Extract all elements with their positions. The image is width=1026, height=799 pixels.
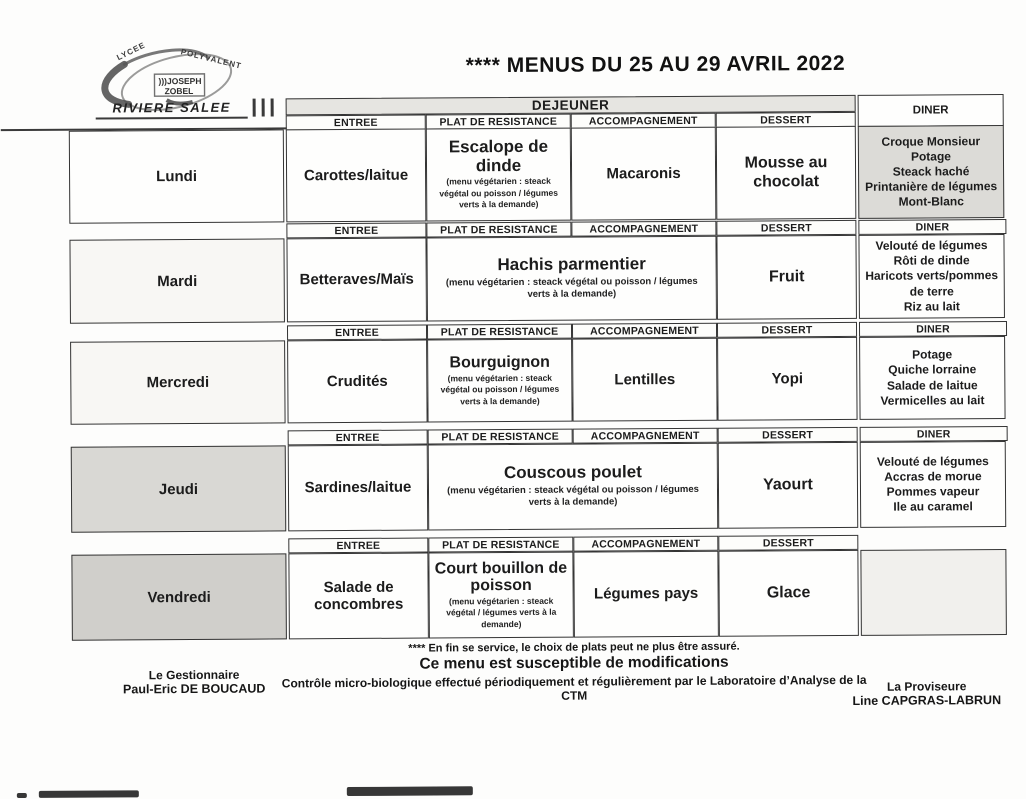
plat-cell-mardi xyxy=(426,236,717,322)
entree-text: Carottes/laitue xyxy=(303,166,409,185)
plat-text: Couscous poulet xyxy=(503,462,642,482)
diner-cell-vendredi xyxy=(860,549,1007,636)
diner-line: Potage xyxy=(910,149,952,164)
dessert-cell-jeudi xyxy=(718,442,859,529)
plat-text: Court bouillon de poisson xyxy=(434,559,568,595)
diner-line: Quiche lorraine xyxy=(888,362,977,378)
accomp-text: Macaronis xyxy=(606,164,681,183)
diner-header: DINER xyxy=(858,94,1004,127)
logo-center-line2: ZOBEL xyxy=(164,85,194,97)
accomp-cell-mercredi xyxy=(572,338,718,422)
dessert-text: Mousse au chocolat xyxy=(744,154,828,191)
dejeuner-band: DEJEUNER xyxy=(286,95,856,115)
plat-cell-mercredi xyxy=(427,339,573,423)
entree-text: Betteraves/Maïs xyxy=(299,270,414,289)
footer-note-controle: Contrôle micro-biologique effectué périodiquement et régulièrement par le Laboratoire d’Analyse de la CTM xyxy=(281,672,867,703)
entree-cell-mercredi xyxy=(287,340,428,424)
day-cell-jeudi xyxy=(71,445,287,532)
dessert-cell-lundi xyxy=(716,126,857,220)
plat-note: (menu végétarien : steack végétal ou poisson / légumes verts à la demande) xyxy=(447,483,699,509)
logo-arc-text-left: LYCEE xyxy=(115,41,147,63)
entree-text: Crudités xyxy=(326,372,388,391)
diner-list xyxy=(862,592,1006,593)
col-header-diner: DINER xyxy=(858,219,1006,235)
plat-cell-vendredi xyxy=(428,552,574,639)
accomp-cell-vendredi xyxy=(573,551,719,638)
diner-list xyxy=(859,238,1003,314)
diner-line: Rôti de dinde xyxy=(893,253,970,269)
col-header-accomp: ACCOMPAGNEMENT xyxy=(573,536,718,552)
diner-line: Potage xyxy=(912,347,953,362)
day-cell-vendredi xyxy=(71,553,287,640)
diner-line: Steack haché xyxy=(892,164,970,179)
scan-smudge xyxy=(39,790,139,798)
diner-line: Vermicelles au lait xyxy=(880,392,985,408)
diner-cell-lundi xyxy=(858,125,1005,219)
page-title: **** MENUS DU 25 AU 29 AVRIL 2022 xyxy=(465,51,846,78)
scan-mark-bar xyxy=(253,99,256,117)
logo-center-line1: )))JOSEPH xyxy=(158,75,202,87)
diner-list xyxy=(861,454,1005,515)
scan-mark-bar xyxy=(271,98,274,116)
diner-line: Haricots verts/pommes de terre xyxy=(865,268,999,299)
col-header-plat: PLAT DE RESISTANCE xyxy=(427,324,572,340)
diner-cell-mercredi xyxy=(859,336,1006,420)
col-header-diner: DINER xyxy=(860,426,1008,442)
col-header-plat: PLAT DE RESISTANCE xyxy=(428,537,573,553)
gestionnaire-name: Paul-Eric DE BOUCAUD xyxy=(122,681,266,697)
plat-cell-jeudi xyxy=(428,443,719,531)
diner-line: Velouté de légumes xyxy=(875,238,988,254)
plat-note: (menu végétarien : steack végétal ou poisson / légumes verts à la demande) xyxy=(440,372,560,406)
scan-mark-bar xyxy=(262,99,265,117)
diner-list xyxy=(860,347,1004,408)
entree-cell-mardi xyxy=(286,238,427,323)
dessert-text: Glace xyxy=(766,583,811,602)
col-header-plat: PLAT DE RESISTANCE xyxy=(426,222,571,238)
accomp-text: Légumes pays xyxy=(593,585,699,603)
col-header-diner: DINER xyxy=(859,321,1007,337)
dessert-cell-mardi xyxy=(716,235,857,320)
col-header-dessert: DESSERT xyxy=(716,220,856,236)
plat-note: (menu végétarien : steack végétal ou poisson / légumes verts à la demande) xyxy=(439,176,558,210)
plat-text: Hachis parmentier xyxy=(497,254,646,274)
entree-text: Salade de concombres xyxy=(314,578,404,614)
dessert-cell-mercredi xyxy=(717,337,858,421)
col-header-plat: PLAT DE RESISTANCE xyxy=(428,429,573,445)
col-header-entree: ENTREE xyxy=(286,223,426,239)
dessert-text: Yaourt xyxy=(763,475,813,494)
proviseure-name: Line CAPGRAS-LABRUN xyxy=(852,693,1002,708)
plat-note: (menu végétarien : steack végétal / légumes verts à la demande) xyxy=(446,595,557,630)
entree-cell-lundi xyxy=(286,129,427,223)
dessert-text: Yopi xyxy=(771,370,804,388)
col-header-accomp: ACCOMPAGNEMENT xyxy=(571,113,716,129)
day-label: Mercredi xyxy=(146,373,210,392)
diner-line: Pommes vapeur xyxy=(886,484,980,499)
diner-line: Salade de laitue xyxy=(886,377,978,393)
gestionnaire-title: Le Gestionnaire xyxy=(148,667,240,683)
diner-line: Croque Monsieur xyxy=(881,133,981,149)
col-header-accomp: ACCOMPAGNEMENT xyxy=(571,221,716,237)
dessert-text: Fruit xyxy=(768,268,805,286)
entree-text: Sardines/laitue xyxy=(304,479,412,497)
scan-smudge xyxy=(347,786,473,796)
plat-note: (menu végétarien : steack végétal ou poisson / légumes verts à la demande) xyxy=(445,275,698,301)
day-cell-mercredi xyxy=(70,340,286,424)
col-header-entree: ENTREE xyxy=(286,115,426,131)
proviseure-title: La Proviseure xyxy=(886,679,967,694)
day-cell-lundi xyxy=(69,129,285,223)
col-header-dessert: DESSERT xyxy=(718,535,858,551)
school-city-label: RIVIERE SALEE xyxy=(96,100,248,120)
diner-line: Riz au lait xyxy=(903,298,960,314)
diner-line: Ile au caramel xyxy=(893,499,973,514)
footer-note-modifications: Ce menu est susceptible de modifications xyxy=(419,653,729,673)
diner-cell-mardi xyxy=(858,234,1005,319)
col-header-dessert: DESSERT xyxy=(716,112,856,128)
diner-line: Velouté de légumes xyxy=(876,453,989,469)
accomp-cell-lundi xyxy=(571,127,717,221)
col-header-accomp: ACCOMPAGNEMENT xyxy=(572,323,717,339)
plat-cell-lundi xyxy=(426,128,572,222)
entree-cell-jeudi xyxy=(288,445,429,532)
dessert-cell-vendredi xyxy=(718,550,859,637)
day-label: Mardi xyxy=(157,272,198,290)
diner-list xyxy=(859,134,1003,210)
diner-line: Accras de morue xyxy=(884,469,982,484)
day-label: Jeudi xyxy=(158,480,199,498)
diner-line: Mont-Blanc xyxy=(898,194,964,209)
footer-note-stars: **** En fin se service, le choix de plats peut ne plus être assuré. xyxy=(408,640,740,655)
plat-text: Bourguignon xyxy=(449,353,550,372)
day-cell-mardi xyxy=(69,238,285,323)
plat-text: Escalope de dinde xyxy=(448,136,549,176)
diner-line: Printanière de légumes xyxy=(865,179,998,194)
col-header-accomp: ACCOMPAGNEMENT xyxy=(573,428,718,444)
day-label: Lundi xyxy=(156,167,198,186)
day-label: Vendredi xyxy=(147,588,211,606)
col-header-entree: ENTREE xyxy=(288,538,428,554)
col-header-plat: PLAT DE RESISTANCE xyxy=(426,114,571,130)
logo-arc-text-right: POLYVALENT xyxy=(179,47,243,71)
col-header-dessert: DESSERT xyxy=(718,427,858,443)
entree-cell-vendredi xyxy=(288,553,429,640)
diner-cell-jeudi xyxy=(860,441,1007,528)
accomp-text: Lentilles xyxy=(614,370,676,389)
col-header-entree: ENTREE xyxy=(288,430,428,446)
col-header-entree: ENTREE xyxy=(287,325,427,341)
col-header-dessert: DESSERT xyxy=(717,322,857,338)
